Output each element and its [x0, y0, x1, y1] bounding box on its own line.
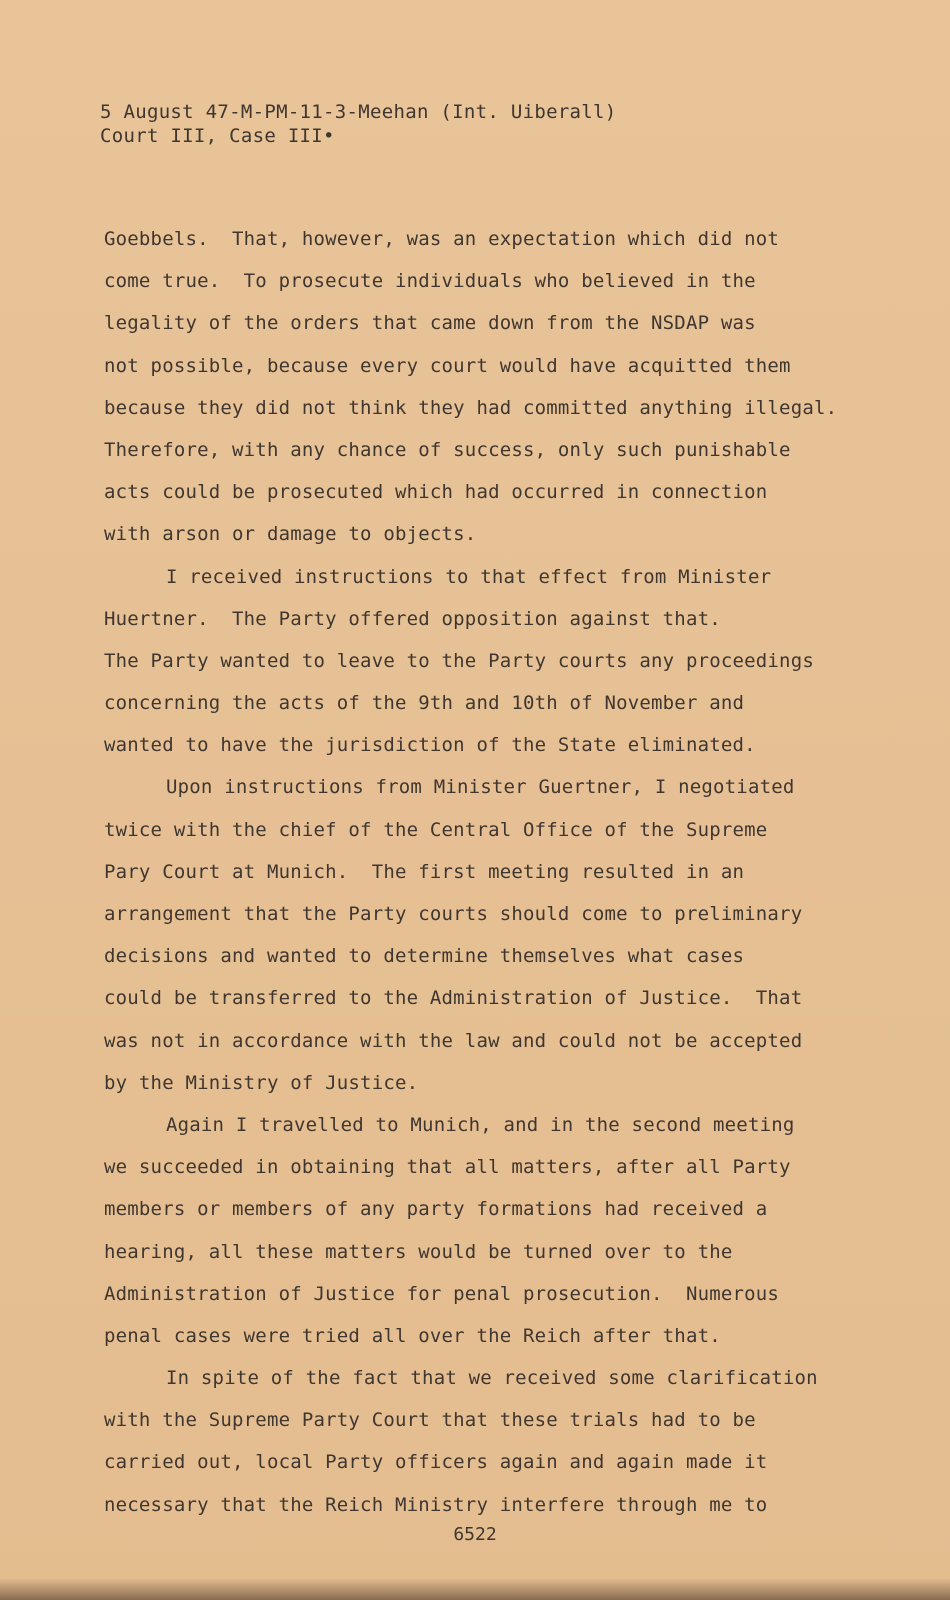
transcript-line: arrangement that the Party courts should come to preliminary	[104, 903, 803, 925]
page-number: 6522	[453, 1524, 497, 1545]
transcript-line: we succeeded in obtaining that all matters, after all Party	[104, 1156, 791, 1179]
transcript-line: In spite of the fact that we received some clarification	[166, 1367, 818, 1390]
transcript-line: penal cases were tried all over the Reich after that.	[104, 1324, 721, 1347]
transcript-line: not possible, because every court would have acquitted them	[104, 354, 791, 377]
transcript-line: because they did not think they had committed anything illegal.	[104, 396, 838, 419]
document-header	[100, 100, 617, 148]
transcript-line: Administration of Justice for penal prosecution. Numerous	[104, 1282, 780, 1305]
transcript-body	[104, 218, 884, 1526]
transcript-line: Huertner. The Party offered opposition against that.	[104, 607, 721, 630]
transcript-line: come true. To prosecute individuals who believed in the	[104, 270, 756, 293]
transcript-line: was not in accordance with the law and could not be accepted	[104, 1029, 803, 1052]
transcript-line: Pary Court at Munich. The first meeting resulted in an	[104, 860, 745, 883]
transcript-line: The Party wanted to leave to the Party courts any proceedings	[104, 649, 814, 672]
transcript-line: wanted to have the jurisdiction of the State eliminated.	[104, 734, 756, 757]
transcript-line: Goebbels. That, however, was an expectation which did not	[104, 228, 780, 250]
transcript-line: with the Supreme Party Court that these trials had to be	[104, 1409, 756, 1432]
transcript-line: members or members of any party formations had received a	[104, 1198, 768, 1221]
transcript-line: Again I travelled to Munich, and in the second meeting	[166, 1113, 795, 1136]
transcript-line: I received instructions to that effect from Minister	[166, 565, 772, 588]
transcript-line: Therefore, with any chance of success, only such punishable	[104, 438, 791, 461]
transcript-line: by the Ministry of Justice.	[104, 1071, 419, 1094]
header-line-2: Court III, Case III•	[100, 125, 335, 147]
transcript-line: concerning the acts of the 9th and 10th of November and	[104, 692, 745, 715]
transcript-line: Upon instructions from Minister Guertner, I negotiated	[166, 776, 795, 799]
transcript-line: hearing, all these matters would be turned over to the	[104, 1240, 733, 1263]
transcript-line: carried out, local Party officers again and again made it	[104, 1451, 768, 1474]
transcript-line: with arson or damage to objects.	[104, 523, 477, 546]
transcript-line: twice with the chief of the Central Office of the Supreme	[104, 818, 768, 841]
header-line-1: 5 August 47-M-PM-11-3-Meehan (Int. Uiberall)	[100, 101, 617, 123]
transcript-line: necessary that the Reich Ministry interfere through me to	[104, 1493, 768, 1516]
transcript-line: could be transferred to the Administration of Justice. That	[104, 987, 803, 1010]
transcript-line: legality of the orders that came down from the NSDAP was	[104, 312, 756, 335]
transcript-line: decisions and wanted to determine themselves what cases	[104, 945, 745, 968]
transcript-line: acts could be prosecuted which had occurred in connection	[104, 481, 768, 504]
